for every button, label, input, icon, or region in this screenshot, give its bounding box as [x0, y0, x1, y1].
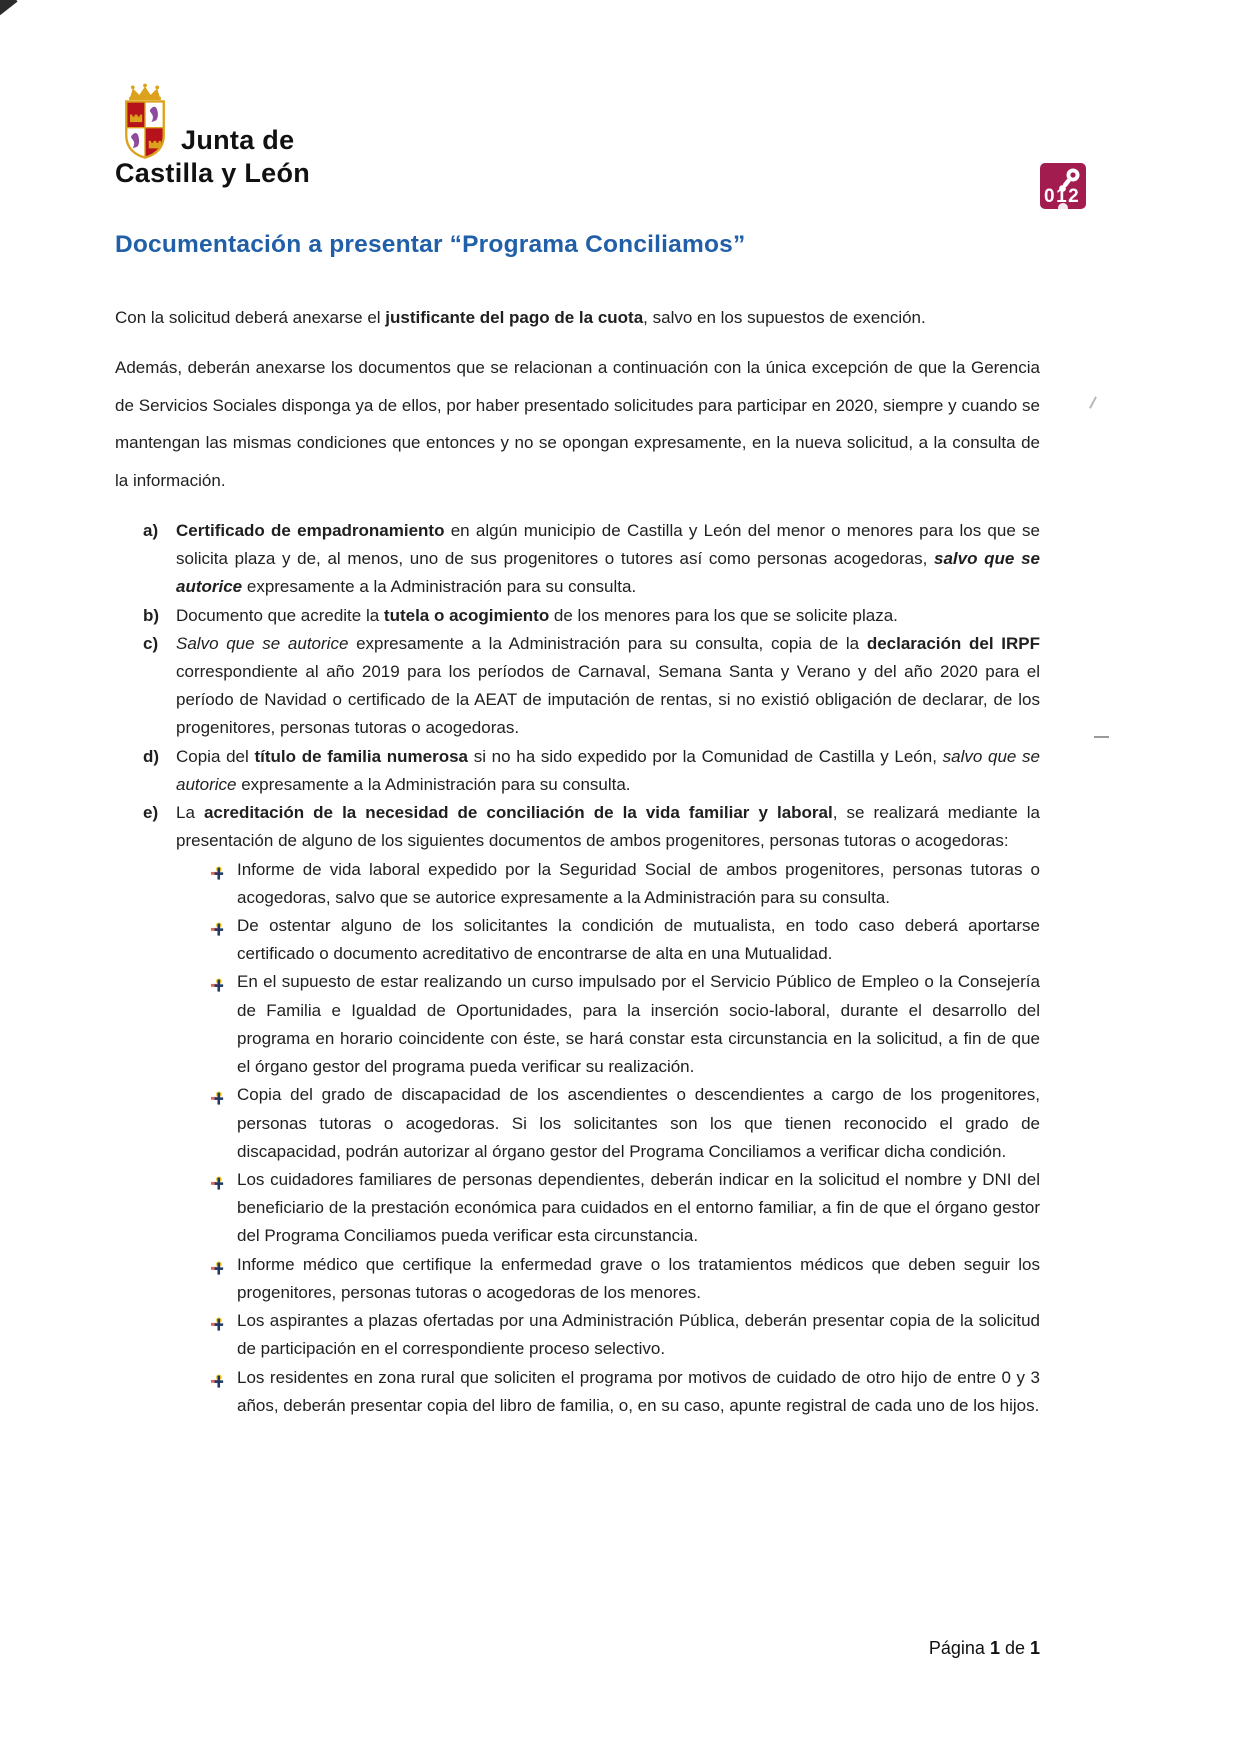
list-item: [115, 602, 1040, 630]
text-segment: si no ha sido expedido por la Comunidad de Castilla y León,: [468, 746, 943, 766]
list-item-marker: c): [143, 633, 159, 653]
text-segment: 1: [1029, 1638, 1040, 1658]
intro: [115, 299, 1040, 499]
list-item: [115, 517, 1040, 602]
text-segment: declaración del IRPF: [866, 633, 1040, 653]
badge-012: [1040, 163, 1086, 209]
badge-012-label: 012: [1044, 186, 1081, 207]
bullet-item-text: [237, 1081, 1040, 1166]
text-segment: Página: [928, 1638, 990, 1658]
paragraph: [115, 349, 1040, 499]
arrow-bullet-icon: [210, 912, 237, 968]
text-segment: De ostentar alguno de los solicitantes la condición de mutualista, en todo caso deberá aportarse certificado o documento acreditativo de encontrarse de alta en una Mutualidad.: [237, 916, 1040, 964]
text-segment: expresamente a la Administración para su consulta, copia de la: [348, 633, 867, 653]
bullet-item-text: [237, 912, 1040, 968]
text-segment: acreditación de la necesidad de conciliación de la vida familiar y laboral: [203, 803, 833, 823]
list-item-text: [176, 602, 1040, 630]
bullet-item-text: [237, 1166, 1040, 1251]
text-segment: Informe médico que certifique la enfermedad grave o los tratamientos médicos que deben seguir los progenitores, personas tutoras o acogedoras de los menores.: [237, 1254, 1040, 1302]
list-item-marker: b): [143, 605, 160, 625]
text-segment: de: [999, 1638, 1030, 1658]
text-segment: título de familia numerosa: [254, 746, 469, 766]
bullet-item: [115, 912, 1040, 968]
lettered-list: [115, 517, 1040, 1420]
arrow-bullet-icon: [210, 1166, 237, 1251]
list-item-marker: e): [143, 803, 159, 823]
text-segment: , salvo en los supuestos de exención.: [643, 308, 926, 327]
text-segment: salvo que se autorice: [176, 746, 1040, 794]
bullet-item: [115, 1364, 1040, 1420]
scan-artifact: [1094, 736, 1109, 738]
list-item: [115, 743, 1040, 799]
bullet-item: [115, 1166, 1040, 1251]
bullet-item: [115, 1081, 1040, 1166]
text-segment: Documento que acredite la: [176, 605, 384, 625]
text-segment: Salvo que se autorice: [176, 633, 349, 653]
arrow-bullet-icon: [210, 968, 237, 1081]
list-item-text: [176, 630, 1040, 743]
list-item: [115, 630, 1040, 743]
text-segment: Los aspirantes a plazas ofertadas por una Administración Pública, deberán presentar copia de la solicitud de participación en el correspondiente proceso selectivo.: [237, 1311, 1040, 1359]
text-segment: Con la solicitud deberá anexarse el: [115, 308, 386, 327]
text-segment: Copia del grado de discapacidad de los ascendientes o descendientes a cargo de los progenitores, personas tutoras o acogedoras. Si los solicitantes son los que tienen reconocido el grado de discapacidad, podrán autorizar al órgano gestor del Programa Conciliamos a verificar dicha condición.: [237, 1085, 1040, 1161]
logo-text-line2: Castilla y León: [115, 158, 311, 188]
text-segment: Certificado de empadronamiento: [176, 520, 445, 540]
text-segment: Copia del: [176, 746, 255, 766]
arrow-bullet-icon: [210, 856, 237, 912]
bullet-item-text: [237, 1364, 1040, 1420]
arrow-bullet-icon: [210, 1251, 237, 1307]
list-item-text: [176, 743, 1040, 799]
text-segment: justificante del pago de la cuota: [385, 308, 644, 327]
bullet-item-text: [237, 968, 1040, 1081]
list-item-marker: a): [143, 520, 159, 540]
text-segment: Informe de vida laboral expedido por la Seguridad Social de ambos progenitores, personas tutoras o acogedoras, salvo que se autorice expresamente a la Administración para su consulta.: [237, 859, 1040, 907]
text-segment: La: [176, 803, 204, 823]
list-item-text: [176, 799, 1040, 855]
junta-castilla-leon-logo: [115, 82, 310, 187]
text-segment: 1: [989, 1638, 1000, 1658]
bullet-item: [115, 968, 1040, 1081]
arrow-bullet-icon: [210, 1081, 237, 1166]
paragraph: [115, 299, 1040, 336]
bullet-item-text: [237, 856, 1040, 912]
text-segment: Los residentes en zona rural que soliciten el programa por motivos de cuidado de otro hijo de entre 0 y 3 años, deberán presentar copia del libro de familia, o, en su caso, apunte registral de cada uno de los hijos.: [237, 1367, 1040, 1415]
logo-text-line1: Junta de: [181, 125, 295, 155]
text-segment: de los menores para los que se solicite plaza.: [549, 605, 898, 625]
text-segment: En el supuesto de estar realizando un curso impulsado por el Servicio Público de Empleo o la Consejería de Familia e Igualdad de Oportunidades, para la inserción socio-laboral, durante el desarrollo del programa en horario coincidente con éste, se hará constar esta circunstancia en la solicitud, a fin de que el órgano gestor del programa pueda verificar su realización.: [237, 972, 1040, 1077]
page-title: Documentación a presentar “Programa Conciliamos”: [115, 231, 746, 258]
text-segment: , se realizará mediante la presentación de alguno de los siguientes documentos de ambos progenitores, personas tutoras o acogedoras:: [176, 803, 1040, 851]
arrow-bullet-icon: [210, 1364, 237, 1420]
bullet-item: [115, 1251, 1040, 1307]
text-segment: expresamente a la Administración para su consulta.: [236, 774, 631, 794]
text-segment: correspondiente al año 2019 para los períodos de Carnaval, Semana Santa y Verano y del año 2020 para el período de Navidad o certificado de la AEAT de imputación de rentas, si no existió obligación de declarar, de los progenitores, personas tutoras o acogedoras.: [176, 662, 1040, 738]
text-segment: Los cuidadores familiares de personas dependientes, deberán indicar en la solicitud el nombre y DNI del beneficiario de la prestación económica para cuidados en el entorno familiar, a fin de que el órgano gestor del Programa Conciliamos pueda verificar esta circunstancia.: [237, 1169, 1040, 1246]
text-segment: expresamente a la Administración para su consulta.: [242, 577, 637, 597]
text-segment: salvo que se autorice: [176, 549, 1040, 597]
text-segment: en algún municipio de Castilla y León del menor o menores para los que se solicita plaza y de, al menos, uno de sus progenitores o tutores así como personas acogedoras,: [176, 520, 1040, 569]
page-number: [929, 1638, 1040, 1659]
bullet-item-text: [237, 1307, 1040, 1363]
text-segment: Además, deberán anexarse los documentos que se relacionan a continuación con la única excepción de que la Gerencia de Servicios Sociales disponga ya de ellos, por haber presentado solicitudes para participar en 2020, siempre y cuando se mantengan las mismas condiciones que entonces y no se opongan expresamente, en la nueva solicitud, a la consulta de la información.: [115, 358, 1040, 490]
list-item-marker: d): [143, 746, 160, 766]
bullet-item: [115, 1307, 1040, 1363]
arrow-bullet-icon: [210, 1307, 237, 1363]
list-item-text: [176, 517, 1040, 602]
text-segment: tutela o acogimiento: [383, 605, 550, 625]
list-item: [115, 799, 1040, 855]
bullet-item-text: [237, 1251, 1040, 1307]
coat-of-arms-icon: [115, 82, 175, 164]
bullet-item: [115, 856, 1040, 912]
